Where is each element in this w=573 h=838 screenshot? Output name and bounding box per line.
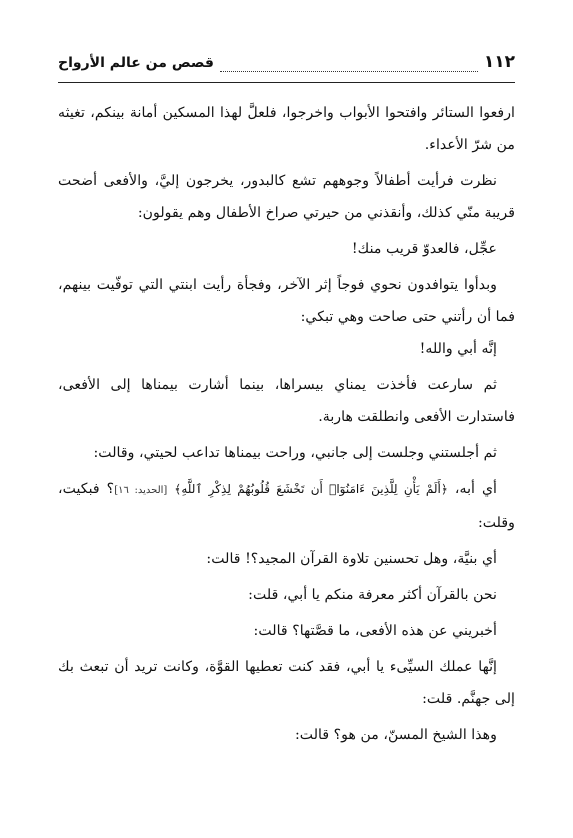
paragraph: وبدأوا يتوافدون نحوي فوجاً إثر الآخر، وفجأة رأيت ابنتي التي توفّيت بينهم، فما أن رأتني حتى صاحت وهي تبكي:	[58, 277, 515, 325]
page-header	[58, 52, 515, 83]
quran-intro: أي أبه،	[454, 481, 497, 497]
dialogue-line: أي بنيَّة، وهل تحسنين تلاوة القرآن المجيد؟! قالت:	[206, 551, 497, 567]
book-title: قصص من عالم الأرواح	[58, 55, 214, 71]
paragraph: إنَّه أبي والله!	[419, 341, 497, 357]
dialogue-line: نحن بالقرآن أكثر معرفة منكم يا أبي، قلت:	[248, 587, 497, 603]
paragraph: ارفعوا الستائر وافتحوا الأبواب واخرجوا، فلعلَّ لهذا المسكين أمانة بينكم، تغيثه من شرّ الأعداء.	[58, 105, 515, 153]
paragraph: نظرت فرأيت أطفالاً وجوههم تشع كالبدور، يخرجون إليَّ، والأفعى أضحت قريبة منّي كذلك، وأنقذني من حيرتي صراخ الأطفال وهم يقولون:	[58, 173, 515, 221]
dialogue-line: أخبريني عن هذه الأفعى، ما قصَّتها؟ قالت:	[253, 623, 497, 639]
quran-verse: ﴿أَلَمْ يَأْنِ لِلَّذِينَ ءَامَنُوٓا۟ أَن تَخْشَعَ قُلُوبُهُمْ لِذِكْرِ ٱللَّهِ﴾	[174, 482, 448, 496]
paragraph: ثم أجلستني وجلست إلى جانبي، وراحت بيمناها تداعب لحيتي، وقالت:	[93, 445, 497, 461]
header-dotted-leader	[220, 61, 478, 72]
quran-outro: ؟ فبكيت، وقلت:	[58, 481, 515, 531]
dialogue-line: وهذا الشيخ المسنّ، من هو؟ قالت:	[294, 727, 497, 743]
page-number: ١١٢	[483, 52, 515, 72]
paragraph: ثم سارعت فأخذت يمناي بيسراها، بينما أشارت بيمناها إلى الأفعى، فاستدارت الأفعى وانطلقت هاربة.	[58, 377, 515, 425]
quran-paragraph	[58, 473, 515, 539]
paragraph: عجِّل، فالعدوّ قريب منك!	[351, 241, 497, 257]
book-page	[58, 52, 515, 818]
dialogue-line: إنَّها عملك السيِّىء يا أبي، فقد كنت تعطيها القوَّة، وكانت تريد أن تبعث بك إلى جهنَّم. قلت:	[58, 659, 515, 707]
verse-citation: [الحديد: ١٦]	[114, 485, 168, 496]
